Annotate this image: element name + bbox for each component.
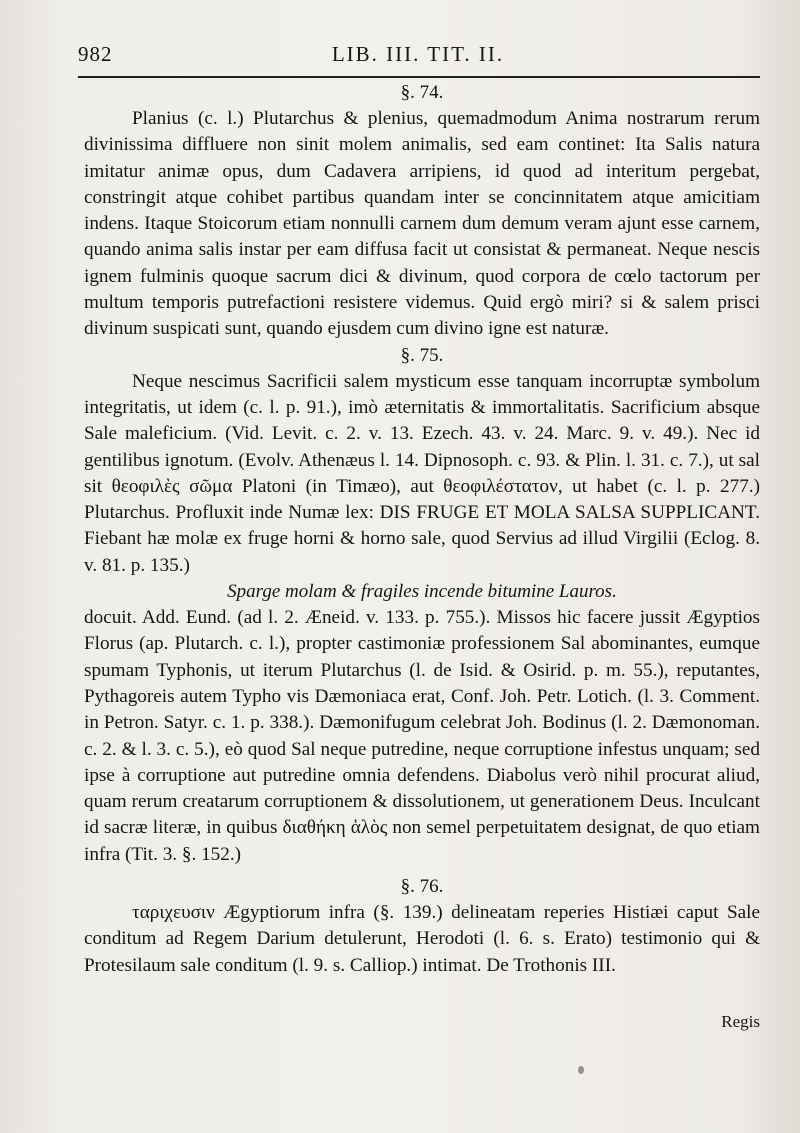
section-76-mark: §. 76. [400,876,444,898]
section-76-paragraph: ταριχευσιν Ægyptiorum infra (§. 139.) delineatam reperies Histiæi caput Sale conditum ad Regem Darium detulerunt, Herodoti (l. 6. s. Erato) testimonio qui & Protesilaum sale conditum (l. 9. s. Calliop.) intimat. De Trothonis III. [84,902,760,976]
section-75-paragraph: Neque nescimus Sacrificii salem mysticum esse tanquam incorruptæ symbolum integritatis, ut idem (c. l. p. 91.), imò æternitatis & immortalitatis. Sacrificium absque Sale maleficium. (Vid. Levit. c. 2. v. 13. Ezech. 43. v. 24. Marc. 9. v. 49.). Nec id gentilibus ignotum. (Evolv. Athenæus l. 14. Dipnosoph. c. 93. & Plin. l. 31. c. 7.), ut sal sit θεοφιλὲς σῶμα Platoni (in Timæo), aut θεοφιλέστατον, ut habet (c. l. p. 277.) Plutarchus. Profluxit inde Numæ lex: DIS FRUGE ET MOLA SALSA SUPPLICANT. Fiebant hæ molæ ex fruge horni & horno sale, quod Servius ad illud Virgilii (Eclog. 8. v. 81. p. 135.) [84,370,760,576]
catchword: Regis [721,1012,760,1031]
section-74-paragraph: Planius (c. l.) Plutarchus & plenius, quemadmodum Anima nostrarum rerum divinissima diffluere non sinit molem animalis, sed eam continet: Ita Salis natura imitatur animæ opus, dum Cadavera arripiens, id quod ad interitum pergebat, constringit atque cohibet partibus quandam inter se concinnitatem atque amicitiam indens. Itaque Stoicorum etiam nonnulli carnem dum demum veram ajunt esse carnem, quando anima salis instar per eam diffusa facit ut consistat & permaneat. Neque nescis ignem fulminis quoque sacrum dici & divinum, quod corpora de cœlo tactorum per multum temporis putrefactioni resistere videmus. Quid ergò miri? si & salem prisci divinum suspicati sunt, quando ejusdem cum divino igne est naturæ. [84,108,760,340]
section-75-mark: §. 75. [400,344,444,366]
header-rule [78,76,760,78]
page-body [84,80,760,979]
section-75-continuation: docuit. Add. Eund. (ad l. 2. Æneid. v. 133. p. 755.). Missos hic facere jussit Ægyptios Florus (ap. Plutarch. c. l.), propter castimoniæ professionem Sal abominantes, eumque spumam Typhonis, ut iterum Plutarchus (l. de Isid. & Osirid. p. m. 55.), reputantes, Pythagoreis autem Typho vis Dæmoniaca erat, Conf. Joh. Petr. Lotich. (l. 3. Comment. in Petron. Satyr. c. 1. p. 338.). Dæmonifugum celebrat Joh. Bodinus (l. 2. Dæmonoman. c. 2. & l. 3. c. 5.), eò quod Sal neque putredine, neque corruptione infestus unquam; sed ipse à corruptione aut putredine omnia defendens. Diabolus verò nihil procurat aliud, quam rerum creatarum corruptionem & dissolutionem, ut generationem Deus. Inculcant id sacræ literæ, in quibus διαθήκη ἁλὸς non semel perpetuitatem designat, de quo etiam infra (Tit. 3. §. 152.) [84,607,760,865]
section-74-mark: §. 74. [400,82,444,103]
ink-spot [578,1066,584,1074]
section-75-verse: Sparge molam & fragiles incende bitumine Lauros. [227,581,617,603]
page-header [78,42,758,76]
page-number: 982 [78,42,113,66]
running-title: LIB. III. TIT. II. [331,42,505,66]
